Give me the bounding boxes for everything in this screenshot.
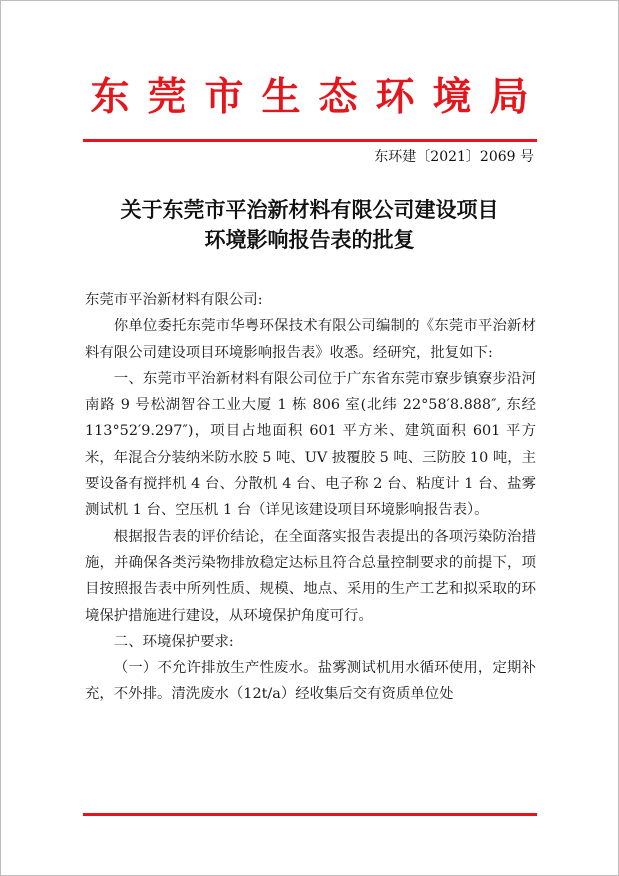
paragraph-requirement-1: （一）不允许排放生产性废水。盐雾测试机用水循环使用，定期补充，不外排。清洗废水（12t/a）经收集后交有资质单位处 <box>85 660 536 703</box>
document-body <box>85 287 536 708</box>
title-line-1: 关于东莞市平治新材料有限公司建设项目 <box>120 197 499 222</box>
red-divider-bottom <box>83 813 537 816</box>
title-line-2: 环境影响报告表的批复 <box>204 227 415 252</box>
paragraph-project-info: 一、东莞市平治新材料有限公司位于广东省东莞市寮步镇寮步沿河南路 9 号松湖智谷工业大厦 1 栋 806 室(北纬 22°58′8.888″, 东经 113°52′9.297″)，项目占地面积 601 平方米、建筑面积 601 平方米，年混合分装纳米防水胶 5 吨、UV 披覆胶 5 吨、三防胶 10 吨，主要设备有搅拌机 4 台、分散机 4 台、电子称 2 台、粘度计 1 台、盐雾测试机 1 台、空压机 1 台（详见该建设项目环境影响报告表）。 <box>85 370 536 519</box>
document-number: 东环建〔2021〕2069 号 <box>374 149 534 165</box>
red-divider-top <box>83 139 537 142</box>
document-title <box>1 195 618 255</box>
issuing-agency-header: 东莞市生态环境局 <box>90 75 547 120</box>
paragraph-requirements-heading: 二、环境保护要求: <box>113 633 234 650</box>
paragraph-intro: 你单位委托东莞市华粤环保技术有限公司编制的《东莞市平治新材料有限公司建设项目环境影响报告表》收悉。经研究，批复如下: <box>85 318 536 361</box>
paragraph-conclusion: 根据报告表的评价结论，在全面落实报告表提出的各项污染防治措施，并确保各类污染物排放稳定达标且符合总量控制要求的前提下，项目按照报告表中所列性质、规模、地点、采用的生产工艺和拟采取的环境保护措施进行建设，从环境保护角度可行。 <box>85 528 536 624</box>
recipient-line: 东莞市平治新材料有限公司: <box>85 292 263 308</box>
